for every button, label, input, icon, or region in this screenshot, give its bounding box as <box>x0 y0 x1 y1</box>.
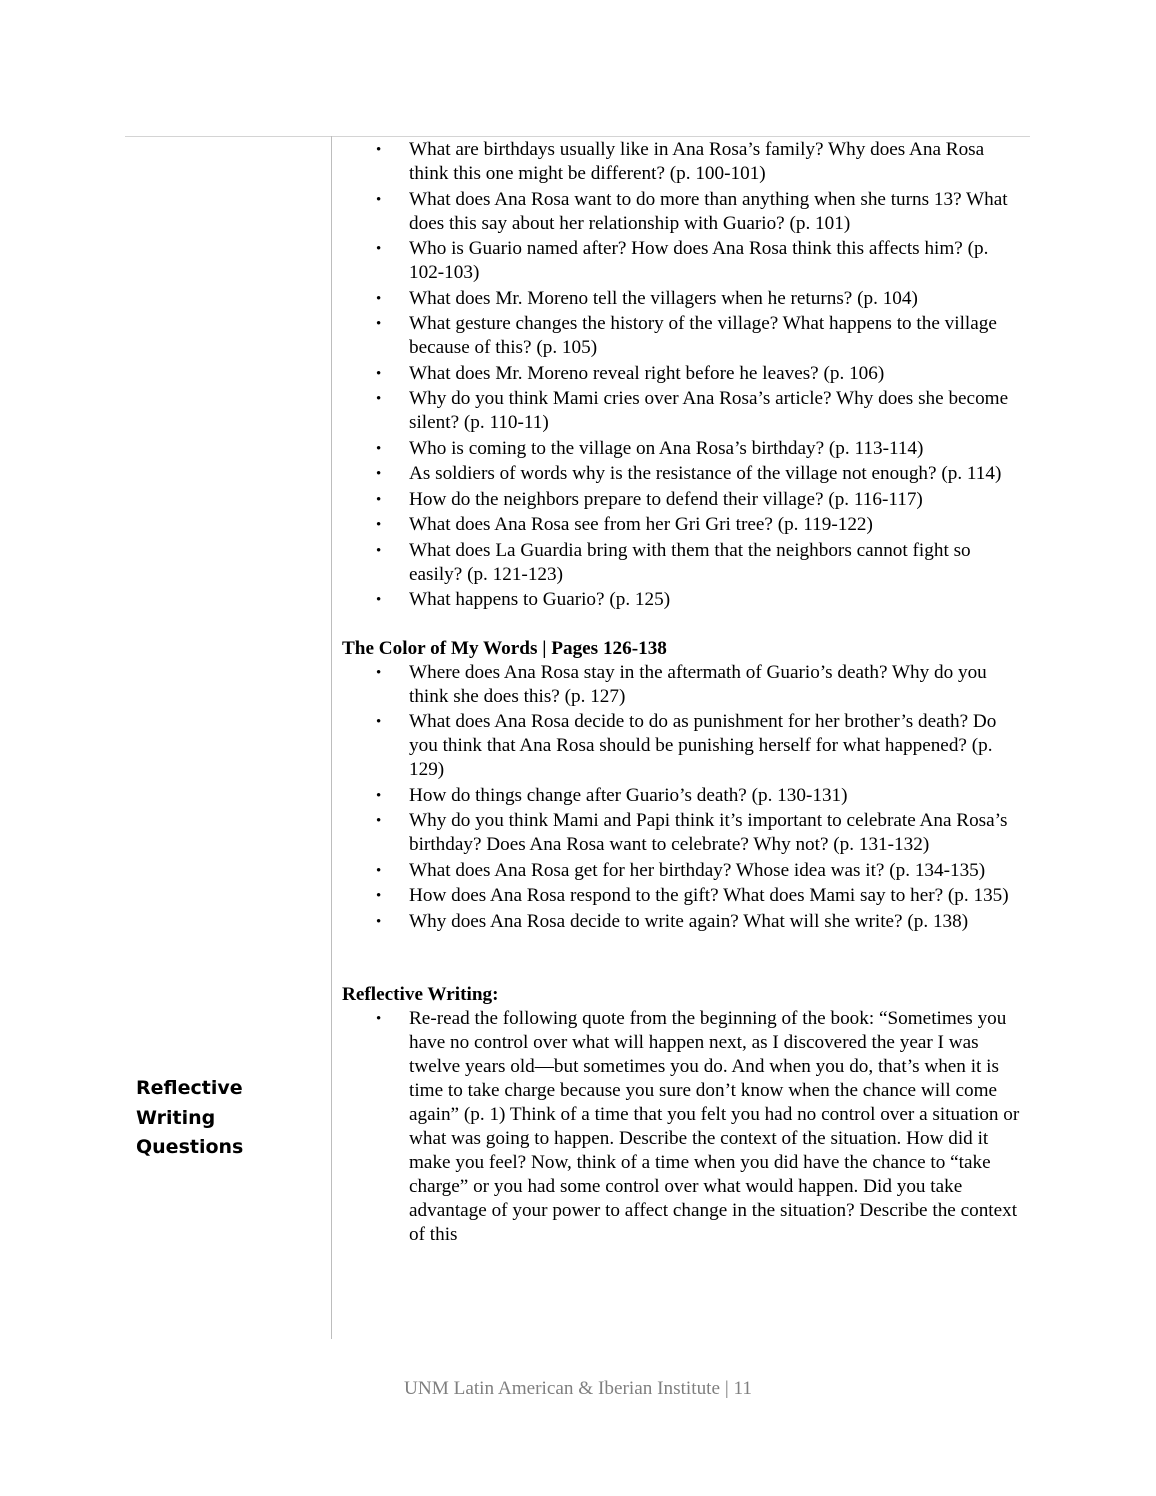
bullet-icon: • <box>376 813 382 829</box>
spacer <box>342 935 1027 983</box>
question-text: What does Ana Rosa get for her birthday? Whose idea was it? (p. 134-135) <box>409 859 986 881</box>
bullet-icon: • <box>376 787 382 804</box>
bullet-icon: • <box>376 191 382 208</box>
question-text: What does La Guardia bring with them that the neighbors cannot fight so easily? (p. 121-123) <box>409 539 971 585</box>
bullet-icon: • <box>376 316 382 332</box>
list-item <box>342 539 1027 587</box>
list-item <box>342 884 1027 908</box>
side-label-line: Reflective <box>136 1077 243 1099</box>
list-item <box>342 287 1027 311</box>
list-item <box>342 513 1027 537</box>
bullet-icon: • <box>376 241 382 257</box>
list-item <box>342 237 1027 285</box>
reflective-heading: Reflective Writing: <box>342 984 499 1005</box>
list-item <box>342 138 1027 186</box>
list-item <box>342 362 1027 386</box>
spacer <box>342 614 1027 637</box>
bullet-icon: • <box>376 491 382 508</box>
list-item <box>342 710 1027 782</box>
bullet-icon: • <box>376 365 382 382</box>
bullet-icon: • <box>376 664 382 681</box>
question-text: Why does Ana Rosa decide to write again? What will she write? (p. 138) <box>409 910 969 932</box>
bullet-icon: • <box>376 862 382 879</box>
top-rule <box>125 136 1030 137</box>
bullet-icon: • <box>376 391 382 407</box>
reflective-list <box>342 1007 1027 1247</box>
question-text: Why do you think Mami cries over Ana Rosa’s article? Why does she become silent? (p. 110-11) <box>409 388 1009 433</box>
column-divider <box>331 136 332 1339</box>
section-heading: The Color of My Words | Pages 126-138 <box>342 637 667 659</box>
question-text: What does Ana Rosa decide to do as punishment for her brother’s death? Do you think that Ana Rosa should be punishing herself for what happened? (p. 129) <box>409 711 997 780</box>
question-text: How does Ana Rosa respond to the gift? What does Mami say to her? (p. 135) <box>409 885 1009 906</box>
question-text: Who is coming to the village on Ana Rosa’s birthday? (p. 113-114) <box>409 437 924 459</box>
list-item <box>342 784 1027 808</box>
bullet-icon: • <box>376 888 382 904</box>
list-item <box>342 188 1027 236</box>
question-text: What does Mr. Moreno tell the villagers when he returns? (p. 104) <box>409 287 918 309</box>
question-text: What are birthdays usually like in Ana Rosa’s family? Why does Ana Rosa think this one might be different? (p. 100-101) <box>409 139 985 184</box>
question-text: As soldiers of words why is the resistance of the village not enough? (p. 114) <box>409 463 1002 484</box>
question-list-part1 <box>342 138 1027 612</box>
question-text: Re-read the following quote from the beginning of the book: “Sometimes you have no control over what will happen next, as I discovered the year I was twelve years old—but sometimes you do. And when you do, that’s when it is time to take charge because you sure don’t know when the chance will come again” (p. 1) Think of a time that you felt you had no control over a situation or what was going to happen. Describe the context of the situation. How did it make you feel? Now, think of a time when you did have the chance to “take charge” or you had some control over what would happen. Did you take advantage of your power to affect change in the situation? Describe the context of this <box>409 1008 1020 1245</box>
side-label-line: Questions <box>136 1136 244 1158</box>
bullet-icon: • <box>376 714 382 730</box>
page-footer: UNM Latin American & Iberian Institute | 11 <box>404 1378 752 1399</box>
bullet-icon: • <box>376 542 382 559</box>
question-text: What does Ana Rosa see from her Gri Gri tree? (p. 119-122) <box>409 514 873 535</box>
bullet-icon: • <box>376 1011 382 1027</box>
main-column <box>342 138 1027 1249</box>
list-item <box>342 859 1027 883</box>
bullet-icon: • <box>376 466 382 482</box>
question-text: Where does Ana Rosa stay in the aftermath of Guario’s death? Why do you think she does this? (p. 127) <box>409 661 987 707</box>
question-text: What does Mr. Moreno reveal right before he leaves? (p. 106) <box>409 362 885 384</box>
list-item <box>342 1007 1027 1247</box>
bullet-icon: • <box>376 440 382 457</box>
bullet-icon: • <box>376 592 382 608</box>
list-item <box>342 312 1027 360</box>
bullet-icon: • <box>376 290 382 307</box>
question-list-part2 <box>342 661 1027 934</box>
question-text: How do the neighbors prepare to defend their village? (p. 116-117) <box>409 488 923 510</box>
side-label-line: Writing <box>136 1106 216 1129</box>
list-item <box>342 488 1027 512</box>
bullet-icon: • <box>376 142 382 158</box>
question-text: Who is Guario named after? How does Ana Rosa think this affects him? (p. 102-103) <box>409 238 989 283</box>
question-text: What does Ana Rosa want to do more than anything when she turns 13? What does this say about her relationship with Guario? (p. 101) <box>409 188 1008 234</box>
list-item <box>342 661 1027 709</box>
list-item <box>342 437 1027 461</box>
list-item <box>342 387 1027 435</box>
bullet-icon: • <box>376 517 382 533</box>
list-item <box>342 809 1027 857</box>
list-item <box>342 588 1027 612</box>
question-text: How do things change after Guario’s death? (p. 130-131) <box>409 784 848 806</box>
side-label <box>136 1074 316 1163</box>
question-text: What happens to Guario? (p. 125) <box>409 589 671 610</box>
question-text: What gesture changes the history of the village? What happens to the village because of this? (p. 105) <box>409 313 997 358</box>
question-text: Why do you think Mami and Papi think it’s important to celebrate Ana Rosa’s birthday? Does Ana Rosa want to celebrate? Why not? (p. 131-132) <box>409 810 1008 855</box>
list-item <box>342 910 1027 934</box>
list-item <box>342 462 1027 486</box>
bullet-icon: • <box>376 913 382 930</box>
